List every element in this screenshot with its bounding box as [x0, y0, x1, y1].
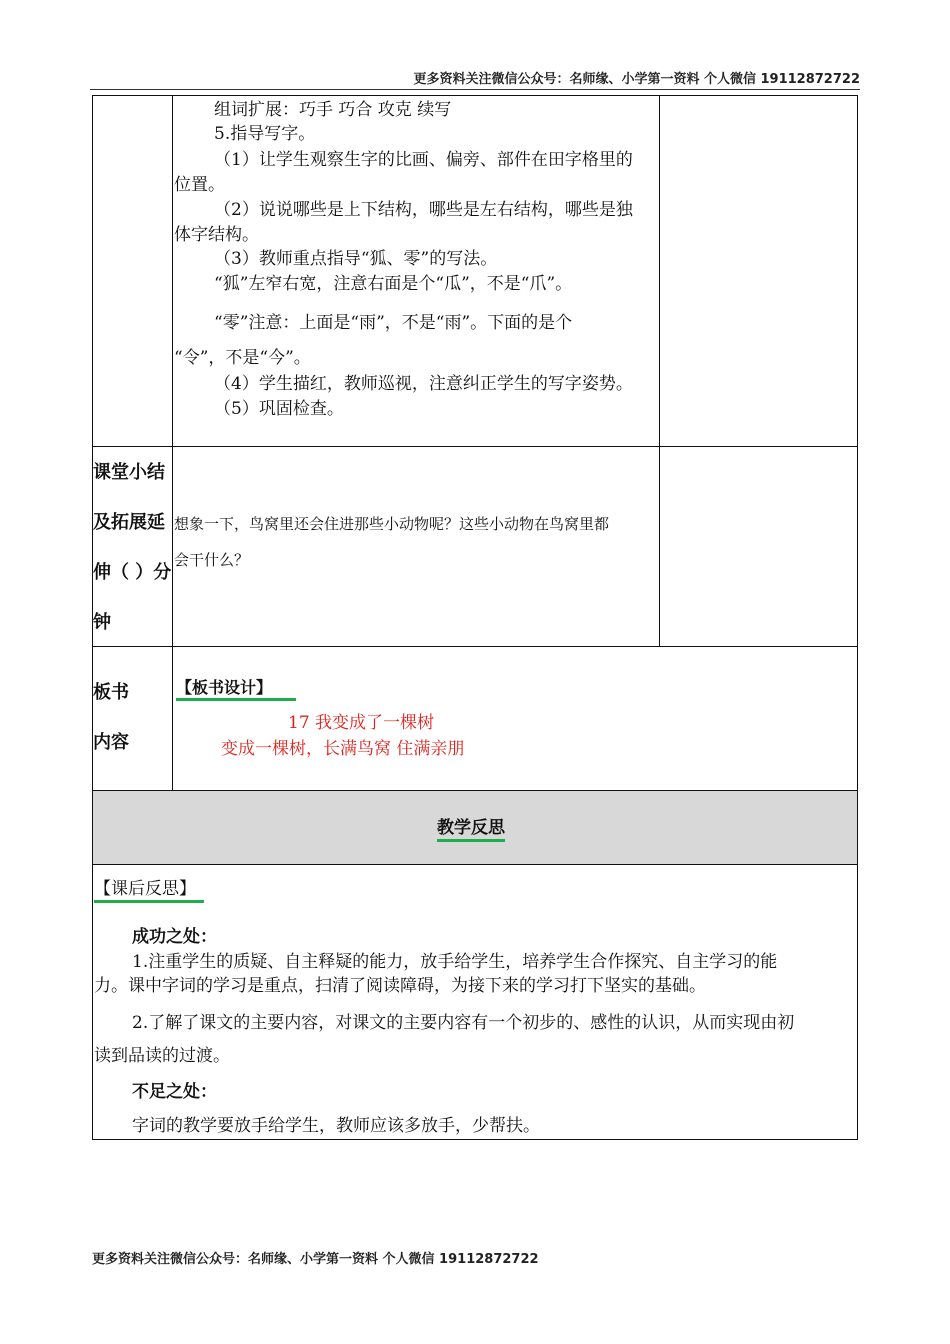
- success-title: 成功之处：: [132, 927, 217, 947]
- guidance-line: 5.指导写字。: [214, 124, 316, 144]
- success-line: 1.注重学生的质疑、自主释疑的能力，放手给学生，培养学生合作探究、自主学习的能: [132, 952, 778, 972]
- guidance-line: “零”注意：上面是“雨”，不是“雨”。下面的是个: [214, 313, 573, 333]
- row-divider-4: [92, 864, 858, 865]
- guidance-line: 体字结构。: [174, 225, 259, 245]
- guidance-line: “狐”左窄右宽，注意右面是个“瓜”，不是“爪”。: [214, 274, 573, 294]
- deficit-title: 不足之处：: [132, 1082, 217, 1102]
- board-heading-wrap: [176, 676, 296, 700]
- board-label-line: 板书: [93, 682, 129, 703]
- success-line: 2.了解了课文的主要内容，对课文的主要内容有一个初步的、感性的认识，从而实现由初: [132, 1013, 795, 1033]
- reflection-heading: 【课后反思】: [94, 879, 204, 903]
- guidance-line: （3）教师重点指导“狐、零”的写法。: [214, 249, 498, 269]
- guidance-line: （4）学生描红，教师巡视，注意纠正学生的写字姿势。: [214, 374, 633, 394]
- page-footer: 更多资料关注微信公众号：名师缘、小学第一资料 个人微信 19112872722: [92, 1252, 539, 1267]
- row-divider-1: [92, 446, 858, 447]
- row-divider-top: [92, 95, 858, 96]
- board-keywords-line: 变成一棵树，长满鸟窝 住满亲朋: [221, 739, 465, 759]
- board-label-line: 内容: [93, 732, 129, 753]
- guidance-line: 位置。: [174, 175, 225, 195]
- row-divider-bottom: [92, 1139, 858, 1140]
- summary-label-line: 及拓展延: [93, 512, 165, 533]
- board-title-line: 17 我变成了一棵树: [288, 713, 435, 733]
- row-divider-3: [92, 790, 858, 791]
- summary-label-line: 钟: [93, 612, 111, 633]
- deficit-line: 字词的教学要放手给学生，教师应该多放手，少帮扶。: [132, 1116, 540, 1136]
- summary-label-line: 课堂小结: [93, 462, 165, 483]
- summary-label-line: 伸（ ）分: [93, 562, 172, 583]
- board-heading: 【板书设计】: [176, 678, 296, 701]
- guidance-line: （1）让学生观察生字的比画、偏旁、部件在田字格里的: [214, 150, 633, 170]
- guidance-line: 组词扩展：巧手 巧合 攻克 续写: [214, 100, 452, 120]
- summary-content-line: 想象一下，鸟窝里还会住进那些小动物呢？这些小动物在鸟窝里都: [174, 515, 610, 533]
- page-header: 更多资料关注微信公众号：名师缘、小学第一资料 个人微信 19112872722: [413, 72, 860, 87]
- header-rule: [90, 89, 860, 90]
- row-divider-2: [92, 646, 858, 647]
- success-line: 力。课中字词的学习是重点，扫清了阅读障碍，为接下来的学习打下坚实的基础。: [94, 976, 706, 996]
- reflection-title: 教学反思: [437, 818, 505, 842]
- column-divider-1: [172, 95, 173, 791]
- guidance-line: （5）巩固检查。: [214, 399, 344, 419]
- table-border-right: [857, 95, 858, 1140]
- guidance-line: “令”，不是“今”。: [174, 348, 311, 368]
- reflection-heading-wrap: [94, 877, 204, 901]
- column-divider-2: [659, 95, 660, 646]
- success-line: 读到品读的过渡。: [94, 1046, 230, 1066]
- guidance-line: （2）说说哪些是上下结构，哪些是左右结构，哪些是独: [214, 200, 633, 220]
- reflection-title-wrap: [437, 816, 505, 840]
- summary-content-line: 会干什么？: [174, 551, 250, 569]
